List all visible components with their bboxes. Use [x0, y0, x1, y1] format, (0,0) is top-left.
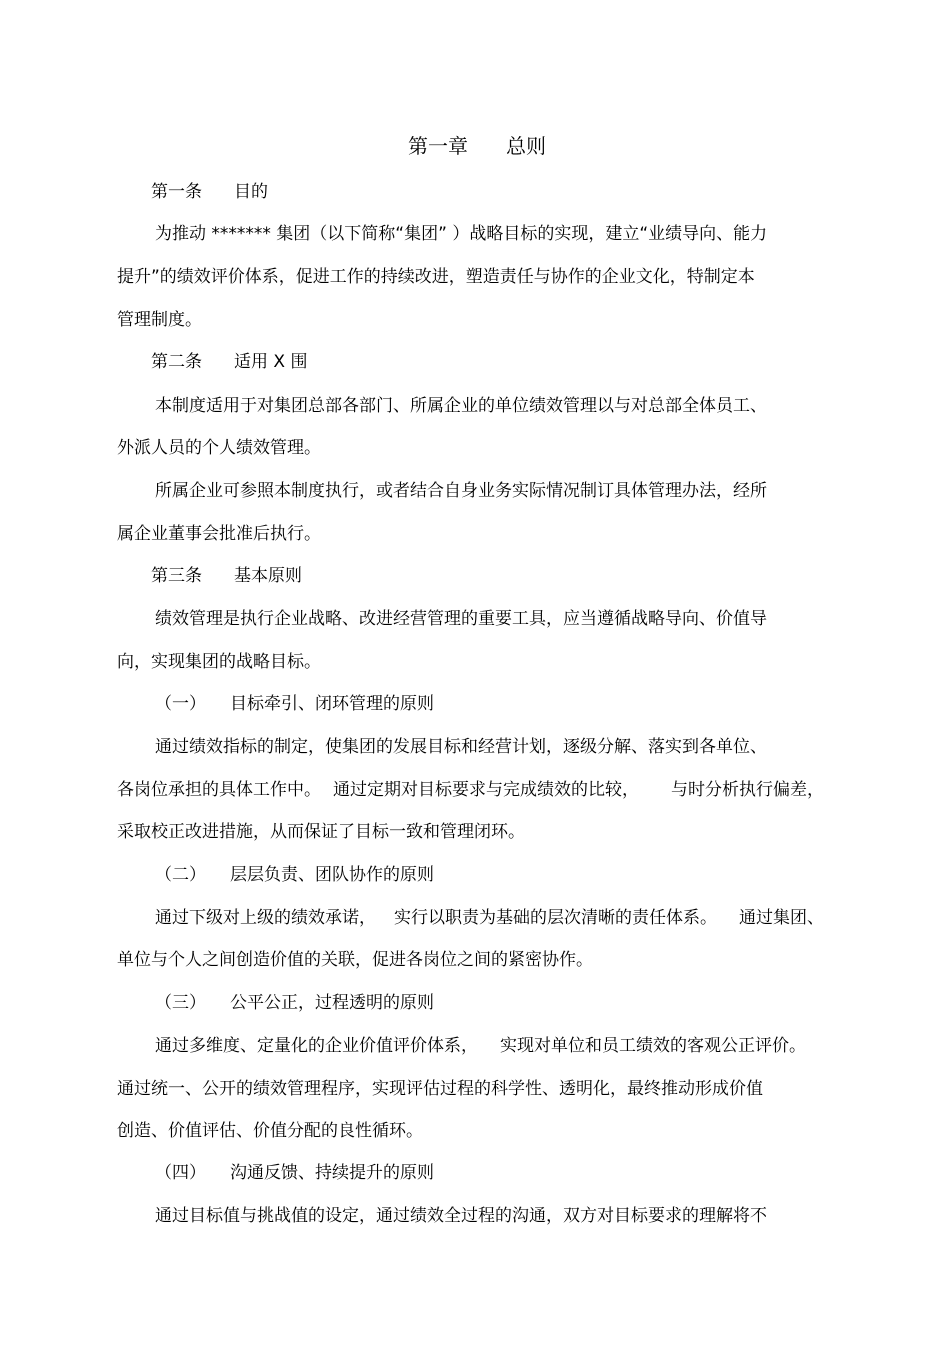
principle-title: 目标牵引、闭环管理的原则 — [230, 694, 434, 714]
principle-3-line-2: 通过统一、公开的绩效管理程序，实现评估过程的科学性、透明化，最终推动形成价值 — [117, 1079, 763, 1099]
article-3-heading — [151, 565, 302, 587]
article-label: 第三条 — [151, 566, 202, 586]
principle-2-heading — [155, 864, 434, 886]
principle-title: 沟通反馈、持续提升的原则 — [230, 1163, 434, 1183]
principle-4-heading — [155, 1162, 434, 1184]
article-3-intro-line-2: 向，实现集团的战略目标。 — [117, 652, 321, 672]
article-1-line-1: 为推动 ******* 集团（以下简称“集团” ）战略目标的实现，建立“业绩导向、能力 — [155, 224, 768, 244]
chapter-name: 总则 — [506, 134, 546, 158]
article-heading: 目的 — [234, 182, 268, 202]
principle-index: （二） — [155, 865, 206, 885]
principle-3-line-1: 通过多维度、定量化的企业价值评价体系， 实现对单位和员工绩效的客观公正评价。 — [155, 1036, 806, 1056]
article-2-para-2-line-2: 属企业董事会批准后执行。 — [117, 524, 321, 544]
article-2-para-2-line-1: 所属企业可参照本制度执行，或者结合自身业务实际情况制订具体管理办法，经所 — [155, 481, 767, 501]
principle-index: （一） — [155, 694, 206, 714]
article-2-para-1-line-2: 外派人员的个人绩效管理。 — [117, 438, 321, 458]
article-1-line-3: 管理制度。 — [117, 310, 202, 330]
article-label: 第二条 — [151, 352, 202, 372]
article-heading: 适用 X 围 — [234, 352, 308, 372]
principle-index: （四） — [155, 1163, 206, 1183]
principle-1-heading — [155, 693, 434, 715]
principle-4-line-1: 通过目标值与挑战值的设定，通过绩效全过程的沟通，双方对目标要求的理解将不 — [155, 1206, 767, 1226]
principle-2-line-1: 通过下级对上级的绩效承诺， 实行以职责为基础的层次清晰的责任体系。 通过集团、 — [155, 908, 824, 928]
article-2-para-1-line-1: 本制度适用于对集团总部各部门、所属企业的单位绩效管理以与对总部全体员工、 — [155, 396, 767, 416]
chapter-title — [0, 133, 950, 159]
article-2-heading — [151, 351, 307, 373]
principle-1-line-2: 各岗位承担的具体工作中。 通过定期对目标要求与完成绩效的比较， 与时分析执行偏差， — [117, 780, 824, 800]
article-1-line-2: 提升”的绩效评价体系，促进工作的持续改进，塑造责任与协作的企业文化，特制定本 — [117, 267, 755, 287]
principle-title: 层层负责、团队协作的原则 — [230, 865, 434, 885]
principle-1-line-1: 通过绩效指标的制定，使集团的发展目标和经营计划，逐级分解、落实到各单位、 — [155, 737, 767, 757]
article-3-intro-line-1: 绩效管理是执行企业战略、改进经营管理的重要工具，应当遵循战略导向、价值导 — [155, 609, 767, 629]
article-1-heading — [151, 181, 268, 203]
principle-index: （三） — [155, 993, 206, 1013]
principle-3-line-3: 创造、价值评估、价值分配的良性循环。 — [117, 1121, 423, 1141]
principle-title: 公平公正，过程透明的原则 — [230, 993, 434, 1013]
principle-2-line-2: 单位与个人之间创造价值的关联，促进各岗位之间的紧密协作。 — [117, 950, 593, 970]
principle-3-heading — [155, 992, 434, 1014]
chapter-number: 第一章 — [408, 134, 468, 158]
article-label: 第一条 — [151, 182, 202, 202]
article-heading: 基本原则 — [234, 566, 302, 586]
principle-1-line-3: 采取校正改进措施，从而保证了目标一致和管理闭环。 — [117, 822, 525, 842]
